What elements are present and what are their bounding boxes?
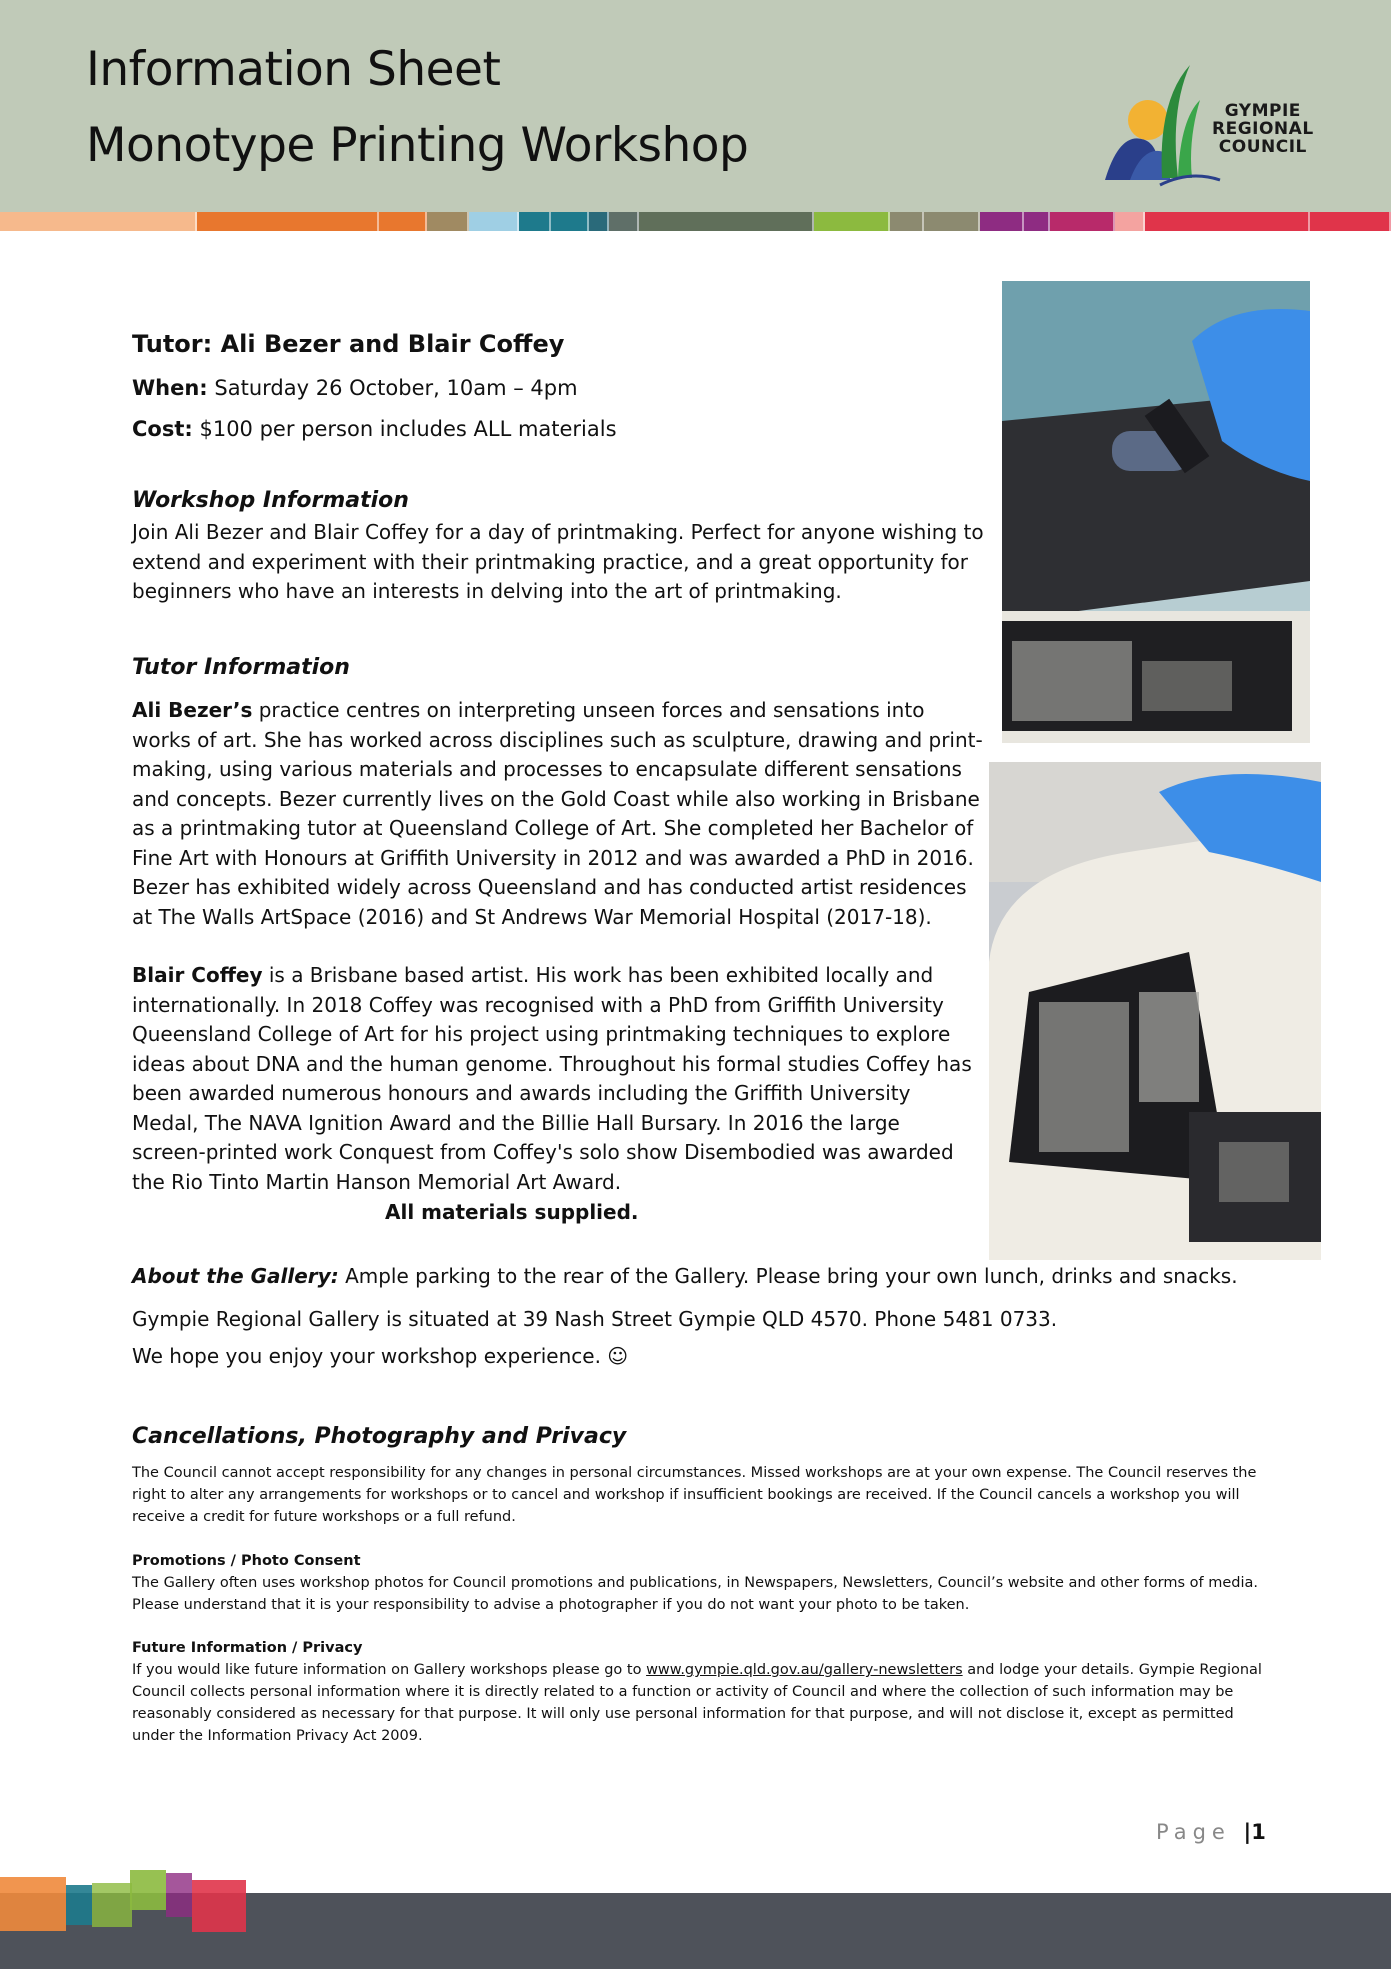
cancellations-text: The Council cannot accept responsibility for any changes in personal circumstances. Missed workshops are at your own expense. The Council reserves the right to alter any arrangements for workshops or to cancel and workshop if insufficient bookings are received. If the Council cancels a workshop you will receive a credit for future workshops or a full refund. [132, 1465, 1257, 1525]
printmaking-pull-photo [989, 762, 1321, 1260]
footer-decoration [0, 1877, 66, 1931]
materials-note: All materials supplied. [385, 1200, 639, 1224]
workshop-info-heading: Workshop Information [132, 488, 409, 513]
header-banner [0, 0, 1391, 212]
document-title: Information Sheet [86, 42, 501, 97]
printmaking-roller-photo [1002, 281, 1310, 743]
logo-text: GYMPIE REGIONAL COUNCIL [1212, 101, 1314, 157]
color-stripe [0, 212, 1391, 231]
tutor-info-heading: Tutor Information [132, 655, 350, 680]
promo-heading: Promotions / Photo Consent [132, 1553, 361, 1569]
ali-bio: Ali Bezer’s practice centres on interpreting unseen forces and sensations into works of art. She has worked across disciplines such as sculpture, drawing and print-making, using various materials and processes to encapsulate different sensations and concepts. Bezer currently lives on the Gold Coast while also working in Brisbane as a printmaking tutor at Queensland College of Art. She completed her Bachelor of Fine Art with Honours at Griffith University in 2012 and was awarded a PhD in 2016. Bezer has exhibited widely across Queensland and has conducted artist residences at The Walls ArtSpace (2016) and St Andrews War Memorial Hospital (2017-18). [132, 698, 983, 929]
promo-text: The Gallery often uses workshop photos for Council promotions and publications, in Newspapers, Newsletters, Council’s website and other forms of media. Please understand that it is your responsibility to advise a photographer if you do not want your photo to be taken. [132, 1575, 1258, 1613]
workshop-info-text: Join Ali Bezer and Blair Coffey for a day of printmaking. Perfect for anyone wishing to extend and experiment with their printmaking practice, and a great opportunity for beginners who have an interests in delving into the art of printmaking. [132, 520, 984, 603]
council-logo [1100, 60, 1340, 190]
future-text: If you would like future information on Gallery workshops please go to www.gympie.qld.gov.au/gallery-newsletters and lodge your details. Gympie Regional Council collects personal information where it is directly related to a function or activity of Council and where the collection of such information may be reasonably considered as necessary for that purpose. It will only use personal information for that purpose, and will not disclose it, except as permitted under the Information Privacy Act 2009. [132, 1662, 1262, 1744]
gallery-address: Gympie Regional Gallery is situated at 39 Nash Street Gympie QLD 4570. Phone 5481 0733. [132, 1307, 1058, 1331]
when-line: When: Saturday 26 October, 10am – 4pm [132, 376, 578, 400]
enjoy-message: We hope you enjoy your workshop experience. ☺ [132, 1344, 629, 1368]
tutor-heading: Tutor: Ali Bezer and Blair Coffey [132, 330, 565, 358]
cancellations-heading: Cancellations, Photography and Privacy [132, 1424, 627, 1449]
page-number: Page |1 [1156, 1820, 1266, 1844]
future-heading: Future Information / Privacy [132, 1640, 363, 1656]
cost-line: Cost: $100 per person includes ALL materials [132, 417, 617, 441]
gallery-info: About the Gallery: Ample parking to the rear of the Gallery. Please bring your own lunch, drinks and snacks. [132, 1264, 1238, 1288]
workshop-title: Monotype Printing Workshop [86, 118, 749, 173]
blair-bio: Blair Coffey is a Brisbane based artist. His work has been exhibited locally and internationally. In 2018 Coffey was recognised with a PhD from Griffith University Queensland College of Art for his project using printmaking techniques to explore ideas about DNA and the human genome. Throughout his formal studies Coffey has been awarded numerous honours and awards including the Griffith University Medal, The NAVA Ignition Award and the Billie Hall Bursary. In 2016 the large screen-printed work Conquest from Coffey's solo show Disembodied was awarded the Rio Tinto Martin Hanson Memorial Art Award. [132, 963, 972, 1194]
newsletter-link[interactable]: www.gympie.qld.gov.au/gallery-newsletters [646, 1662, 963, 1678]
